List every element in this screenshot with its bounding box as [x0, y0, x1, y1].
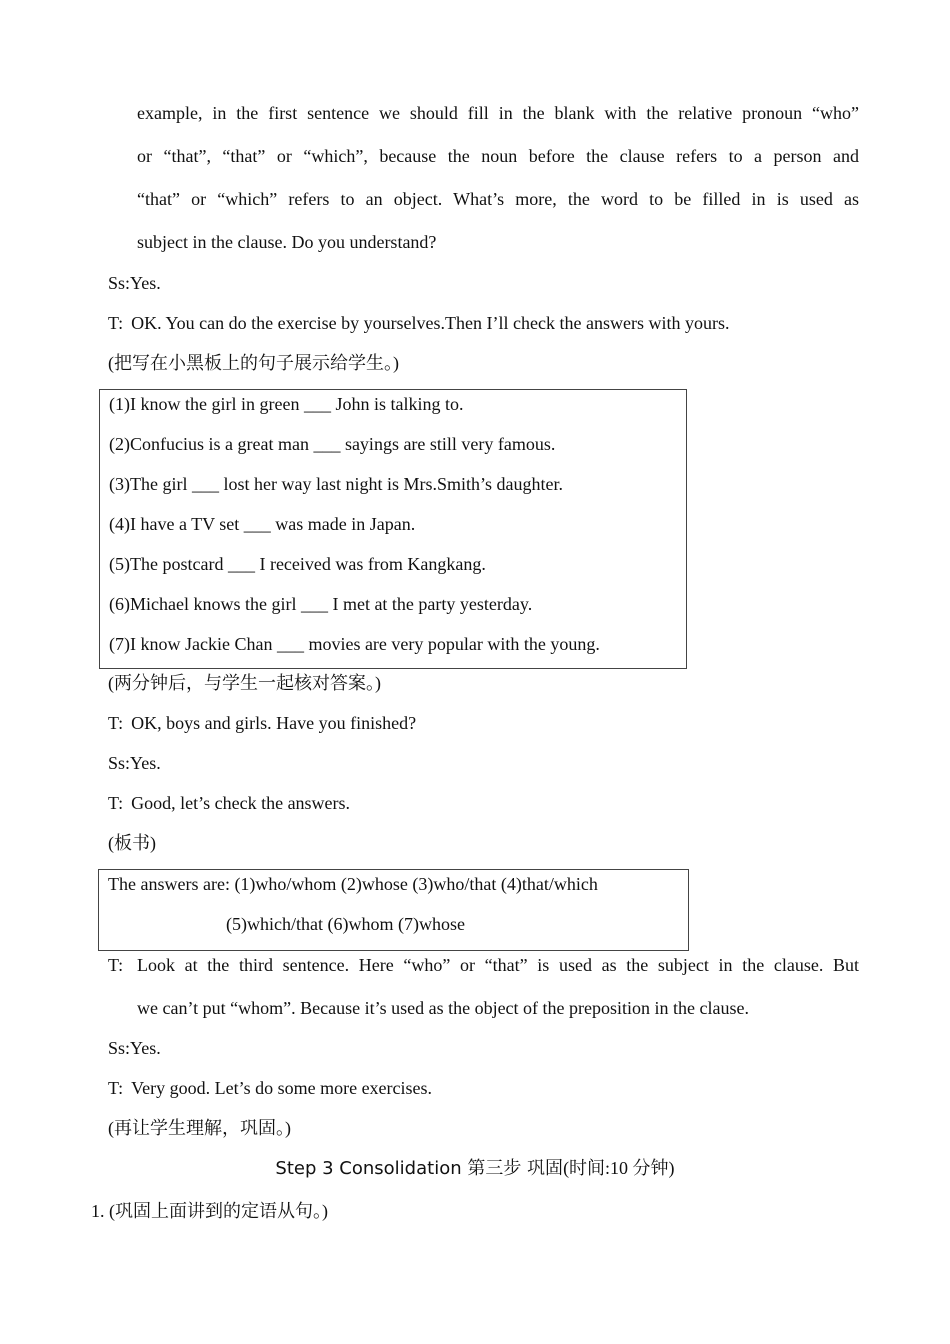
dialogue-line [108, 792, 350, 814]
utterance: Look at the third sentence. Here “who” or “that” is used as the subject in the clause. But [137, 955, 859, 975]
utterance: Yes. [130, 753, 161, 773]
dialogue-line [108, 752, 161, 774]
speaker: T: [108, 1078, 124, 1098]
stage-note: (再让学生理解，巩固。) [108, 1118, 291, 1138]
dialogue-line [108, 1037, 161, 1059]
intro-paragraph [137, 102, 859, 274]
exercise-item: (7)I know Jackie Chan ___ movies are very popular with the young. [109, 634, 600, 654]
dialogue-line [108, 712, 416, 734]
exercise-item: (2)Confucius is a great man ___ sayings are still very famous. [109, 434, 556, 454]
step-title: Step 3 Consolidation 第三步 巩固 [275, 1158, 564, 1179]
exercise-item: (6)Michael knows the girl ___ I met at the party yesterday. [109, 594, 533, 614]
exercise-box [99, 389, 687, 669]
dialogue-line-cont: we can’t put “whom”. Because it’s used as the object of the preposition in the clause. [137, 998, 749, 1018]
dialogue-line [108, 1077, 432, 1099]
speaker: Ss: [108, 753, 131, 773]
step-heading [0, 1157, 950, 1180]
utterance: OK, boys and girls. Have you finished? [131, 713, 417, 733]
intro-line: example, in the first sentence we should fill in the blank with the relative pronoun “who” [137, 103, 859, 123]
dialogue-line [108, 272, 161, 294]
speaker: T: [108, 313, 124, 333]
exercise-item: (5)The postcard ___ I received was from Kangkang. [109, 554, 486, 574]
utterance: Good, let’s check the answers. [131, 793, 351, 813]
utterance: Very good. Let’s do some more exercises. [131, 1078, 433, 1098]
utterance: Yes. [130, 1038, 161, 1058]
intro-line: subject in the clause. Do you understand? [137, 232, 437, 252]
speaker: Ss: [108, 273, 131, 293]
answers-line: The answers are: (1)who/whom (2)whose (3)who/that (4)that/which [108, 874, 598, 894]
intro-line: “that” or “which” refers to an object. What’s more, the word to be filled in is used as [137, 189, 859, 209]
speaker: Ss: [108, 1038, 131, 1058]
speaker: T: [108, 955, 124, 975]
exercise-item: (4)I have a TV set ___ was made in Japan. [109, 514, 416, 534]
step-time: (时间:10 分钟) [563, 1158, 675, 1178]
dialogue-line [108, 312, 729, 334]
list-item: 1. (巩固上面讲到的定语从句。) [91, 1201, 328, 1221]
stage-note: (把写在小黑板上的句子展示给学生。) [108, 353, 399, 373]
answers-line: (5)which/that (6)whom (7)whose [226, 914, 465, 934]
stage-note: (两分钟后，与学生一起核对答案。) [108, 673, 381, 693]
stage-note: (板书) [108, 833, 156, 853]
dialogue-line [108, 954, 859, 976]
exercise-item: (3)The girl ___ lost her way last night is Mrs.Smith’s daughter. [109, 474, 563, 494]
utterance: Yes. [130, 273, 161, 293]
exercise-item: (1)I know the girl in green ___ John is talking to. [109, 394, 464, 414]
intro-line: or “that”, “that” or “which”, because the noun before the clause refers to a person and [137, 146, 859, 166]
utterance: OK. You can do the exercise by yourselves.Then I’ll check the answers with yours. [131, 313, 730, 333]
speaker: T: [108, 713, 124, 733]
answers-box [98, 869, 689, 951]
speaker: T: [108, 793, 124, 813]
